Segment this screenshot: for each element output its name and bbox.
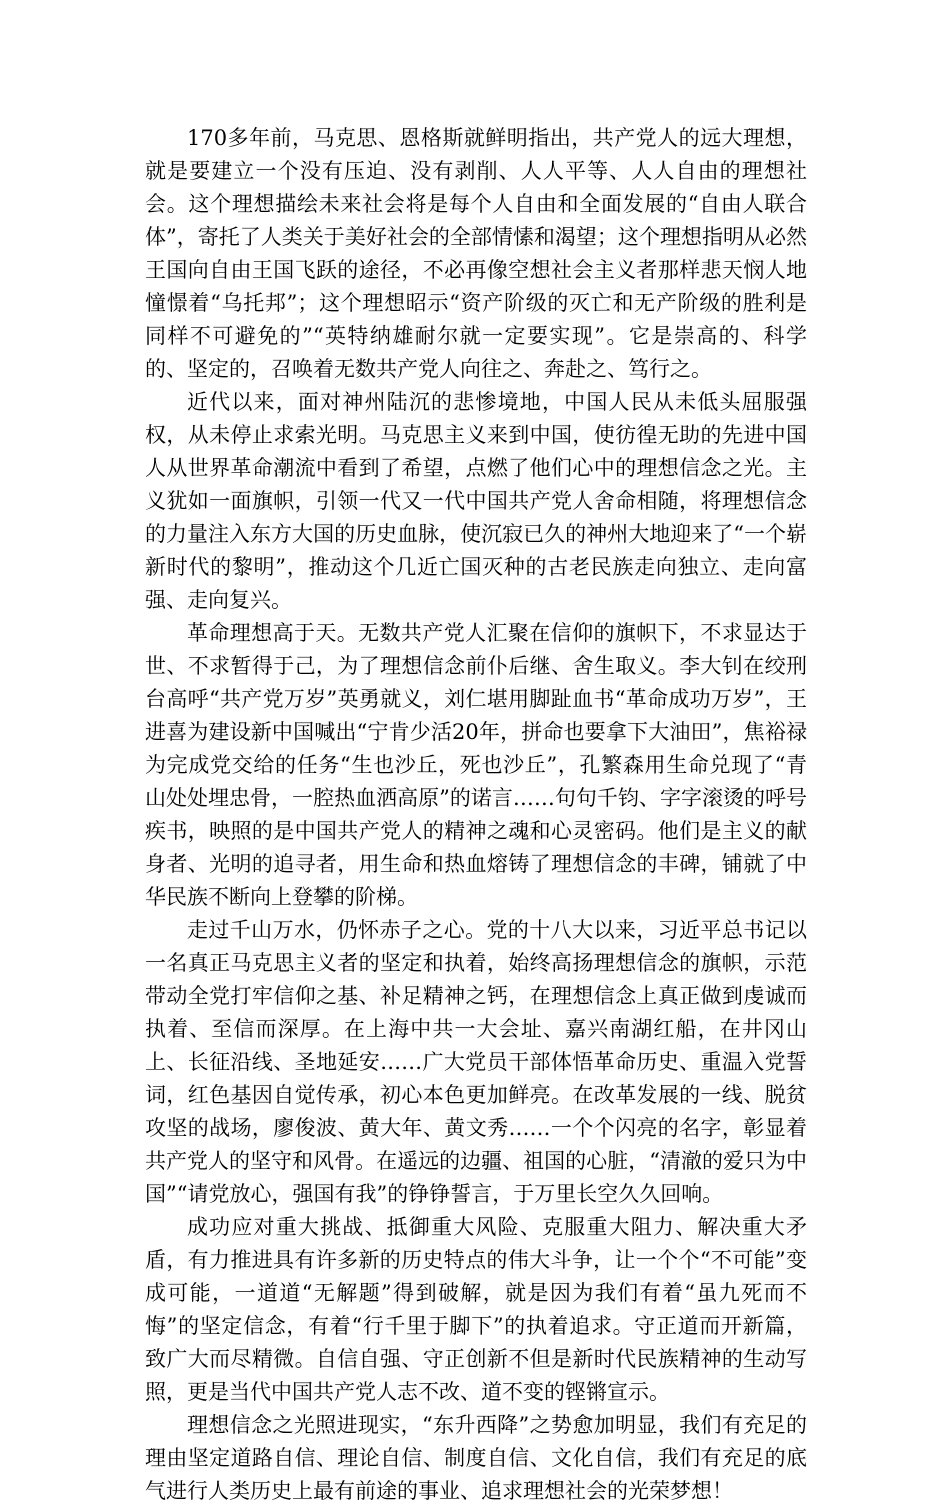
document-page <box>145 122 807 1508</box>
paragraph-3: 革命理想高于天。无数共产党人汇聚在信仰的旗帜下，不求显达于世、不求暂得于己，为了理想信念前仆后继、舍生取义。李大钊在绞刑台高呼“共产党万岁”英勇就义，刘仁堪用脚趾血书“革命成功万岁”，王进喜为建设新中国喊出“宁肯少活20年，拼命也要拿下大油田”，焦裕禄为完成党交给的任务“生也沙丘，死也沙丘”，孔繁森用生命兑现了“青山处处埋忠骨，一腔热血洒高原”的诺言……句句千钧、字字滚烫的呼号疾书，映照的是中国共产党人的精神之魂和心灵密码。他们是主义的献身者、光明的追寻者，用生命和热血熔铸了理想信念的丰碑，铺就了中华民族不断向上登攀的阶梯。 <box>145 621 807 909</box>
paragraph-6: 理想信念之光照进现实，“东升西降”之势愈加明显，我们有充足的理由坚定道路自信、理论自信、制度自信、文化自信，我们有充足的底气进行人类历史上最有前途的事业、追求理想社会的光荣梦想！ <box>145 1413 807 1503</box>
paragraph-2: 近代以来，面对神州陆沉的悲惨境地，中国人民从未低头屈服强权，从未停止求索光明。马克思主义来到中国，使彷徨无助的先进中国人从世界革命潮流中看到了希望，点燃了他们心中的理想信念之光。主义犹如一面旗帜，引领一代又一代中国共产党人舍命相随，将理想信念的力量注入东方大国的历史血脉，使沉寂已久的神州大地迎来了“一个崭新时代的黎明”，推动这个几近亡国灭种的古老民族走向独立、走向富强、走向复兴。 <box>145 390 807 612</box>
paragraph-5: 成功应对重大挑战、抵御重大风险、克服重大阻力、解决重大矛盾，有力推进具有许多新的历史特点的伟大斗争，让一个个“不可能”变成可能，一道道“无解题”得到破解，就是因为我们有着“虽九死而不悔”的坚定信念，有着“行千里于脚下”的执着追求。守正道而开新篇，致广大而尽精微。自信自强、守正创新不但是新时代民族精神的生动写照，更是当代中国共产党人志不改、道不变的铿锵宣示。 <box>145 1215 807 1404</box>
paragraph-1: 170多年前，马克思、恩格斯就鲜明指出，共产党人的远大理想，就是要建立一个没有压迫、没有剥削、人人平等、人人自由的理想社会。这个理想描绘未来社会将是每个人自由和全面发展的“自由人联合体”，寄托了人类关于美好社会的全部情愫和渴望；这个理想指明从必然王国向自由王国飞跃的途径，不必再像空想社会主义者那样悲天悯人地憧憬着“乌托邦”；这个理想昭示“资产阶级的灭亡和无产阶级的胜利是同样不可避免的”“英特纳雄耐尔就一定要实现”。它是崇高的、科学的、坚定的，召唤着无数共产党人向往之、奔赴之、笃行之。 <box>145 126 807 381</box>
paragraph-4: 走过千山万水，仍怀赤子之心。党的十八大以来，习近平总书记以一名真正马克思主义者的坚定和执着，始终高扬理想信念的旗帜，示范带动全党打牢信仰之基、补足精神之钙，在理想信念上真正做到虔诚而执着、至信而深厚。在上海中共一大会址、嘉兴南湖红船，在井冈山上、长征沿线、圣地延安……广大党员干部体悟革命历史、重温入党誓词，红色基因自觉传承，初心本色更加鲜亮。在改革发展的一线、脱贫攻坚的战场，廖俊波、黄大年、黄文秀……一个个闪亮的名字，彰显着共产党人的坚守和风骨。在遥远的边疆、祖国的心脏，“清澈的爱只为中国”“请党放心，强国有我”的铮铮誓言，于万里长空久久回响。 <box>145 918 807 1206</box>
